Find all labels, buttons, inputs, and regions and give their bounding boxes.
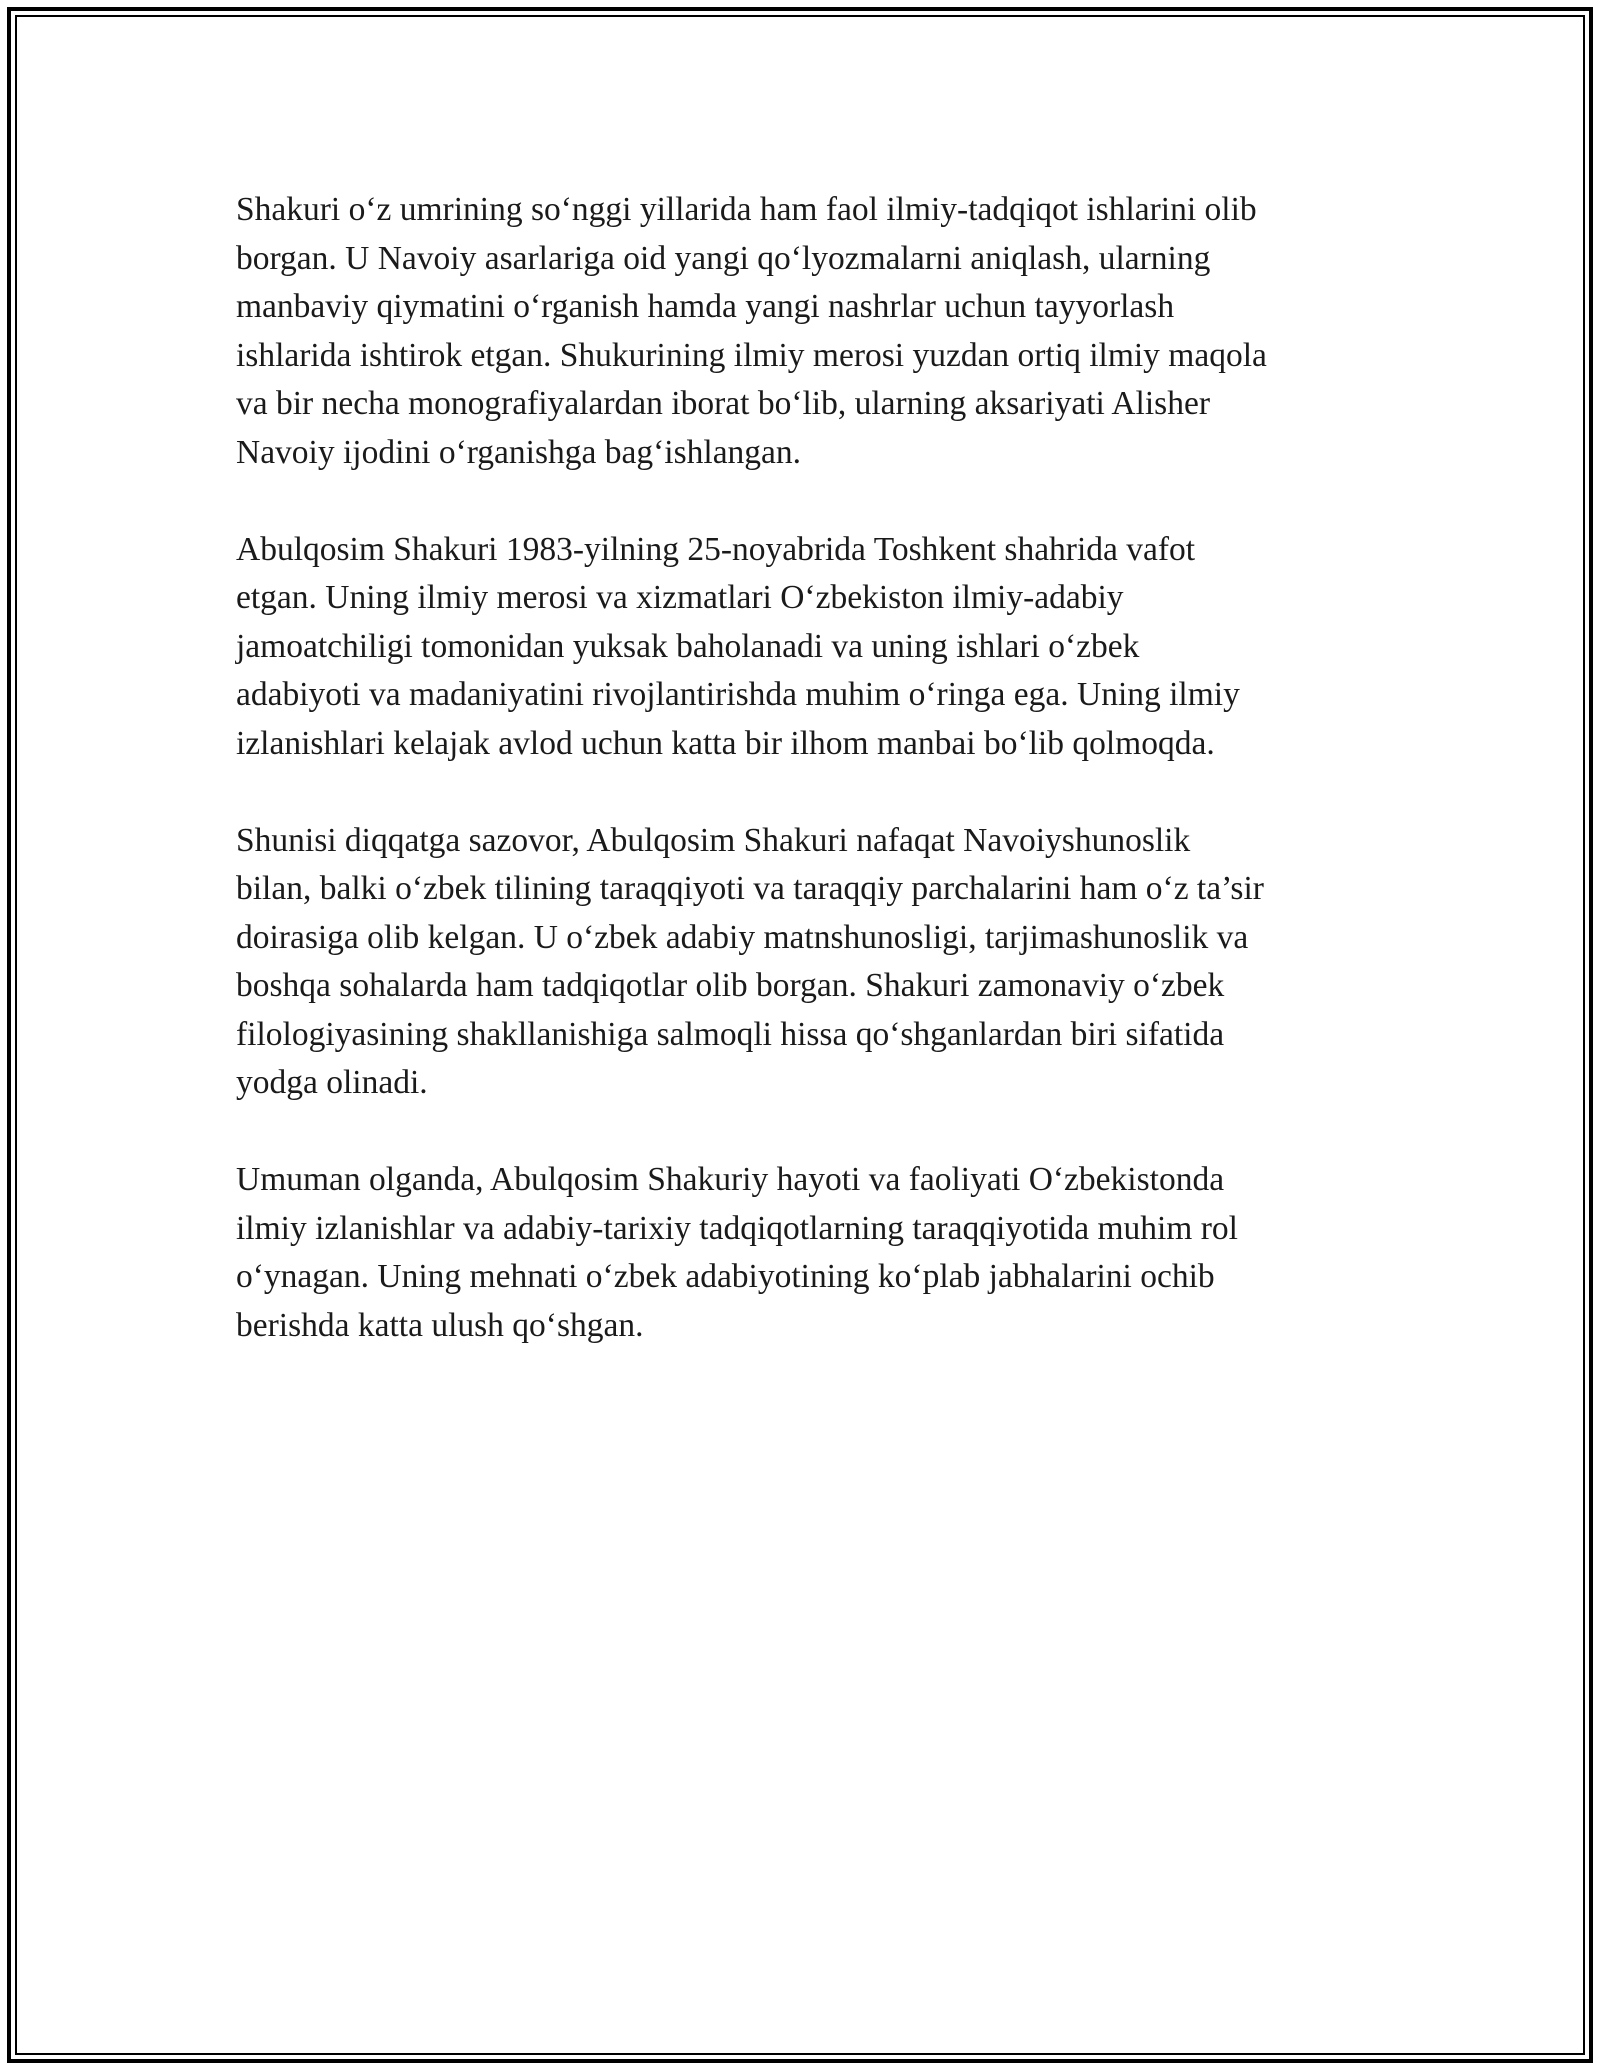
paragraph: Shakuri o‘z umrining so‘nggi yillarida ham faol ilmiy-tadqiqot ishlarini olib borgan. U Navoiy asarlariga oid yangi qo‘lyozmalarni aniqlash, ularning manbaviy qiymatini o‘rganish hamda yangi nashrlar uchun tayyorlash ishlarida ishtirok etgan. Shukurining ilmiy merosi yuzdan ortiq ilmiy maqola va bir necha monografiyalardan iborat bo‘lib, ularning aksariyati Alisher Navoiy ijodini o‘rganishga bag‘ishlangan.	[236, 191, 1267, 471]
paragraph: Shunisi diqqatga sazovor, Abulqosim Shakuri nafaqat Navoiyshunoslik bilan, balki o‘zbek tilining taraqqiyoti va taraqqiy parchalarini ham o‘z ta’sir doirasiga olib kelgan. U o‘zbek adabiy matnshunosligi, tarjimashunoslik va boshqa sohalarda ham tadqiqotlar olib borgan. Shakuri zamonaviy o‘zbek filologiyasining shakllanishiga salmoqli hissa qo‘shganlardan biri sifatida yodga olinadi.	[236, 821, 1264, 1101]
paragraph: Umuman olganda, Abulqosim Shakuriy hayoti va faoliyati O‘zbekistonda ilmiy izlanishlar va adabiy-tarixiy tadqiqotlarning taraqqiyotida muhim rol o‘ynagan. Uning mehnati o‘zbek adabiyotining ko‘plab jabhalarini ochib berishda katta ulush qo‘shgan.	[236, 1161, 1238, 1344]
paragraph: Abulqosim Shakuri 1983-yilning 25-noyabrida Toshkent shahrida vafot etgan. Uning ilmiy merosi va xizmatlari O‘zbekiston ilmiy-adabiy jamoatchiligi tomonidan yuksak baholanadi va uning ishlari o‘zbek adabiyoti va madaniyatini rivojlantirishda muhim o‘ringa ega. Uning ilmiy izlanishlari kelajak avlod uchun katta bir ilhom manbai bo‘lib qolmoqda.	[236, 530, 1240, 762]
document-body	[236, 186, 1376, 1399]
